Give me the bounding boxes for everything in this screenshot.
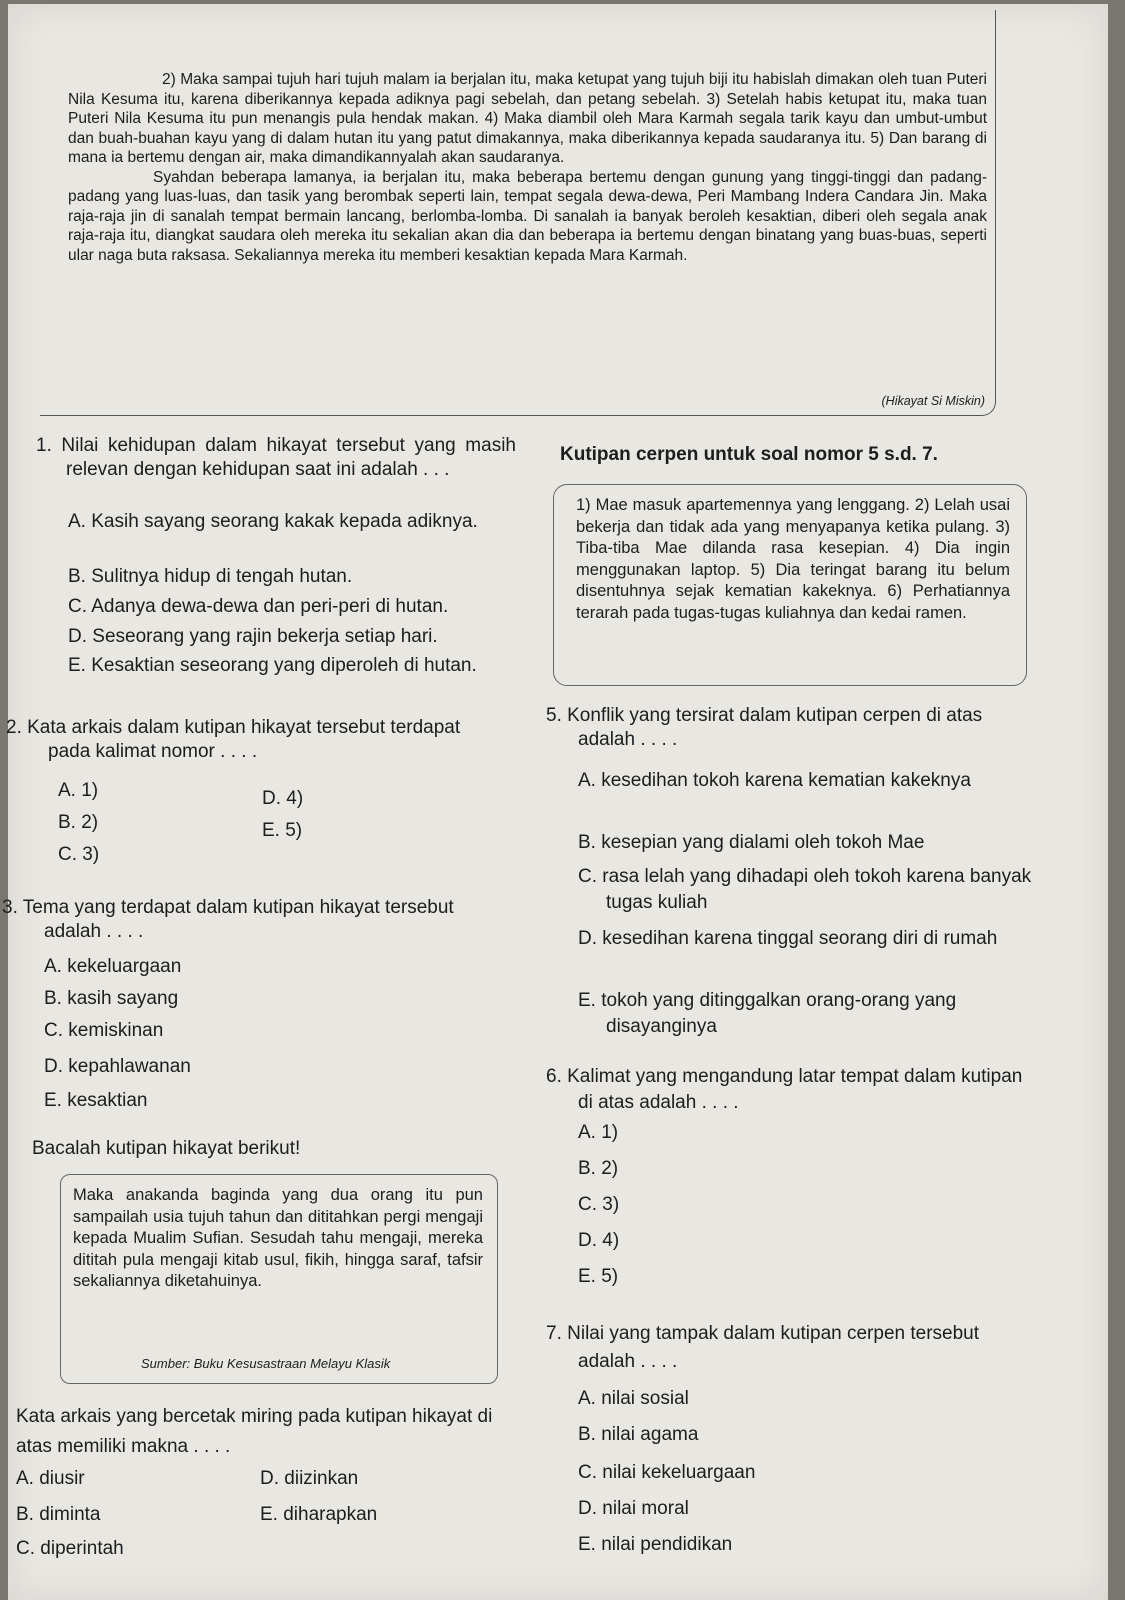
cerpen-box [553,484,1027,686]
q5-option-a[interactable]: A. kesedihan tokoh karena kematian kakeknya [578,770,971,791]
q5-option-e[interactable]: E. tokoh yang ditinggalkan orang-orang yang disayanginya [578,990,957,1037]
q4-option-b[interactable]: B. diminta [16,1504,101,1525]
passage-source: (Hikayat Si Miskin) [881,394,985,408]
q4-passage: Maka anakanda baginda yang dua orang itu pun sampailah usia tujuh tahun dan dititahkan pergi mengaji kepada Mualim Sufian. Sesudah tahu mengaji, mereka dititah pula mengaji kitab usul, fikih, hingga saraf, tafsir sekaliannya diketahuinya. [73,1186,483,1290]
q7-option-e[interactable]: E. nilai pendidikan [578,1534,733,1555]
question-5-stem: 5. Konflik yang tersirat dalam kutipan cerpen di atas adalah . . . . [546,705,983,750]
q5-option-b[interactable]: B. kesepian yang dialami oleh tokoh Mae [578,832,925,853]
q5-option-c[interactable]: C. rasa lelah yang dihadapi oleh tokoh karena banyak tugas kuliah [578,866,1032,913]
passage-paragraph-2: Syahdan beberapa lamanya, ia berjalan itu, maka beberapa bertemu dengan gunung yang tinggi-tinggi dan padang-padang yang luas-luas, dan tasik yang berombak seperti lain, tempat segala dewa-dewa, Peri Mambang Indera Candara Jin. Maka raja-raja jin di sanalah tempat bermain lancang, berlomba-lomba. Di sanalah ia banyak beroleh kesaktian, diberi oleh segala anak raja-raja itu, diangkat saudara oleh mereka itu sekalian akan dia dan beberapa ia bertemu dengan binatang yang buas-buas, seperti ular naga buta raksasa. Sekaliannya mereka itu memberi kesaktian kepada Mara Karmah. [68,168,987,264]
q1-option-d[interactable]: D. Seseorang yang rajin bekerja setiap hari. [68,626,438,647]
q7-option-d[interactable]: D. nilai moral [578,1498,689,1519]
q6-option-e[interactable]: E. 5) [578,1266,619,1287]
q4-option-a[interactable]: A. diusir [16,1468,85,1489]
q7-option-c[interactable]: C. nilai kekeluargaan [578,1462,756,1483]
q4-source: Sumber: Buku Kesusastraan Melayu Klasik [141,1356,391,1371]
q4-option-e[interactable]: E. diharapkan [260,1504,378,1525]
question-2-stem: 2. Kata arkais dalam kutipan hikayat tersebut terdapat pada kalimat nomor . . . . [6,717,461,762]
q1-option-e[interactable]: E. Kesaktian seseorang yang diperoleh di hutan. [68,655,477,676]
q3-option-c[interactable]: C. kemiskinan [44,1020,164,1041]
question-7 [546,1320,1036,1376]
q5-option-d[interactable]: D. kesedihan karena tinggal seorang diri di rumah [578,928,998,949]
question-6-stem: 6. Kalimat yang mengandung latar tempat dalam kutipan di atas adalah . . . . [546,1066,1023,1113]
q6-option-c[interactable]: C. 3) [578,1194,620,1215]
q2-option-d[interactable]: D. 4) [262,788,304,809]
cerpen-text: 1) Mae masuk apartemennya yang lenggang. 2) Lelah usai bekerja dan tidak ada yang menyapanya ketika pulang. 3) Tiba-tiba Mae dilanda rasa kesepian. 4) Dia ingin menggunakan laptop. 5) Dia teringat barang itu belum disentuhnya sejak kematian kakeknya. 6) Perhatiannya terarah pada tugas-tugas kuliahnya dan kedai ramen. [576,496,1010,622]
question-1-stem: 1. Nilai kehidupan dalam hikayat tersebut yang masih relevan dengan kehidupan saat ini adalah . . . [36,435,516,480]
worksheet-page [2,4,1108,1600]
q1-option-c[interactable]: C. Adanya dewa-dewa dan peri-peri di hutan. [68,596,449,617]
q6-option-a[interactable]: A. 1) [578,1122,619,1143]
question-2 [6,716,506,764]
q2-option-e[interactable]: E. 5) [262,820,303,841]
question-7-stem: 7. Nilai yang tampak dalam kutipan cerpen tersebut adalah . . . . [546,1323,980,1372]
q7-option-a[interactable]: A. nilai sosial [578,1388,689,1409]
q3-option-b[interactable]: B. kasih sayang [44,988,179,1009]
question-1 [36,434,516,482]
q7-option-b[interactable]: B. nilai agama [578,1424,699,1445]
cerpen-title: Kutipan cerpen untuk soal nomor 5 s.d. 7. [560,444,938,465]
q1-option-b[interactable]: B. Sulitnya hidup di tengah hutan. [68,566,353,587]
q2-option-c[interactable]: C. 3) [58,844,100,865]
q4-option-c[interactable]: C. diperintah [16,1538,124,1559]
q6-option-d[interactable]: D. 4) [578,1230,620,1251]
q6-option-b[interactable]: B. 2) [578,1158,619,1179]
q2-option-b[interactable]: B. 2) [58,812,99,833]
question-6 [546,1064,1036,1116]
q3-option-a[interactable]: A. kekeluargaan [44,956,182,977]
hikayat-passage [40,10,996,416]
q2-option-a[interactable]: A. 1) [58,780,99,801]
question-3 [2,896,502,944]
q3-option-d[interactable]: D. kepahlawanan [44,1056,191,1077]
question-4-stem: Kata arkais yang bercetak miring pada kutipan hikayat di atas memiliki makna . . . . [16,1406,493,1457]
question-5 [546,704,1026,752]
q4-hikayat-box [60,1174,498,1384]
q4-instruction: Bacalah kutipan hikayat berikut! [32,1138,301,1159]
q3-option-e[interactable]: E. kesaktian [44,1090,148,1111]
q4-option-d[interactable]: D. diizinkan [260,1468,359,1489]
passage-paragraph-1: 2) Maka sampai tujuh hari tujuh malam ia berjalan itu, maka ketupat yang tujuh biji itu habislah dimakan oleh tuan Puteri Nila Kesuma itu, karena diberikannya kepada adiknya pagi sebelah, dan petang sebelah. 3) Setelah habis ketupat itu, maka tuan Puteri Nila Kesuma itu pun menangis pula hendak makan. 4) Maka diambil oleh Mara Karmah segala tarik kayu dan umbut-umbut dan buah-buahan kayu yang di dalam hutan itu yang patut dimakannya, maka diberikannya kepada saudaranya itu. 5) Dan barang di mana ia bertemu dengan air, maka dimandikannyalah akan saudaranya. [68,71,987,166]
question-3-stem: 3. Tema yang terdapat dalam kutipan hikayat tersebut adalah . . . . [2,897,454,942]
q1-option-a[interactable]: A. Kasih sayang seorang kakak kepada adiknya. [68,511,478,532]
